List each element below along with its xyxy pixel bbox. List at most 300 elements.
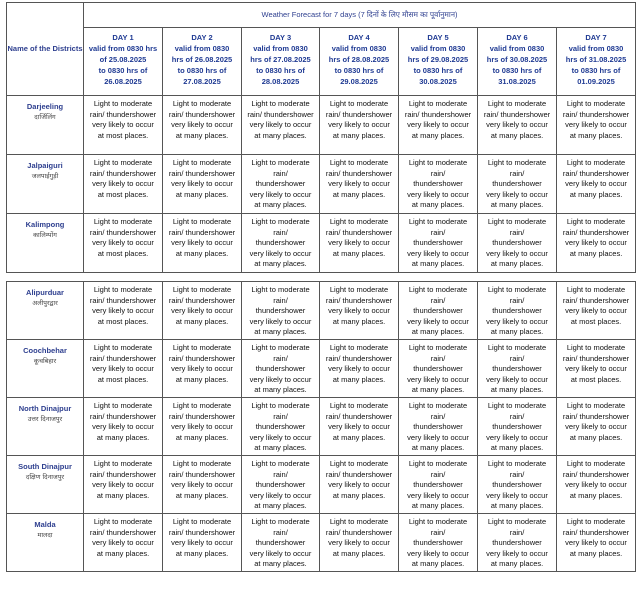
forecast-line: at many places. (490, 130, 544, 140)
forecast-line: Light to moderate (251, 517, 310, 526)
forecast-line: rain/ (430, 469, 446, 479)
forecast-cell-day-2 (163, 214, 242, 273)
forecast-line: at many places. (490, 259, 544, 268)
forecast-line: very likely to occur (407, 189, 469, 199)
forecast-line: Light to moderate (172, 158, 232, 167)
day-header-1 (84, 28, 163, 96)
forecast-line: very likely to occur (171, 238, 233, 247)
forecast-line: at many places. (254, 443, 307, 452)
forecast-line: rain/ thundershower (89, 469, 157, 479)
forecast-line: at many places. (490, 385, 544, 394)
forecast-line: at most places. (97, 130, 149, 140)
forecast-line: at many places. (490, 327, 544, 336)
forecast-line: Light to moderate (251, 401, 310, 410)
forecast-cell-day-3 (242, 214, 320, 273)
forecast-cell-day-4 (320, 155, 399, 214)
forecast-line: at many places. (254, 559, 307, 568)
forecast-line: at many places. (332, 316, 386, 326)
day-header-line: to 0830 hrs of (334, 66, 384, 75)
forecast-cell-day-6 (478, 96, 557, 155)
forecast-line: Light to moderate (251, 343, 310, 352)
day-header-line: valid from 0830 (174, 44, 230, 53)
forecast-line: very likely to occur (565, 364, 627, 373)
forecast-line: very likely to occur (249, 374, 312, 384)
forecast-cell-day-3 (242, 514, 320, 572)
forecast-line: Light to moderate (172, 99, 232, 108)
forecast-cell-day-1 (84, 96, 163, 155)
forecast-line: rain/ thundershower (562, 295, 630, 305)
forecast-cell-day-7 (557, 282, 636, 340)
district-name-header: Name of the Districts (7, 3, 84, 96)
forecast-line: at many places. (569, 248, 623, 258)
forecast-line: at many places. (254, 259, 307, 268)
day-header-line: DAY 6 (506, 33, 528, 42)
forecast-line: very likely to occur (328, 179, 390, 188)
forecast-line: rain/ thundershower (562, 469, 630, 479)
forecast-line: Light to moderate (93, 285, 153, 294)
table-gap (6, 273, 635, 281)
forecast-cell-day-1 (84, 282, 163, 340)
forecast-line: very likely to occur (92, 422, 154, 431)
forecast-line: rain/ thundershower (325, 411, 393, 421)
forecast-line: at many places. (96, 432, 150, 442)
forecast-line: Light to moderate (566, 217, 626, 226)
forecast-line: very likely to occur (565, 120, 627, 129)
forecast-line: rain/ thundershower (404, 109, 472, 119)
forecast-line: very likely to occur (171, 364, 233, 373)
district-row (7, 282, 636, 340)
forecast-line: at most places. (570, 374, 622, 384)
district-name-cell (7, 96, 84, 155)
forecast-line: at many places. (411, 559, 465, 568)
forecast-line: rain/ thundershower (483, 109, 551, 119)
district-name-en: Alipurduar (26, 288, 64, 297)
forecast-line: Light to moderate (329, 158, 389, 167)
forecast-line: at most places. (97, 316, 149, 326)
forecast-cell-day-4 (320, 282, 399, 340)
forecast-line: rain/ thundershower (325, 109, 393, 119)
forecast-cell-day-6 (478, 155, 557, 214)
forecast-line: Light to moderate (487, 343, 547, 352)
forecast-cell-day-4 (320, 340, 399, 398)
forecast-line: thundershower (255, 422, 306, 431)
forecast-line: thundershower (492, 238, 542, 247)
forecast-line: Light to moderate (93, 343, 153, 352)
forecast-line: at most places. (97, 374, 149, 384)
district-name-en: Coochbehar (23, 346, 67, 355)
forecast-line: at many places. (332, 432, 386, 442)
day-header-line: valid from 0830 (568, 44, 624, 53)
forecast-line: at many places. (332, 548, 386, 558)
forecast-line: Light to moderate (329, 217, 389, 226)
bottom-district-rows (7, 282, 636, 572)
forecast-line: rain/ (430, 295, 446, 305)
forecast-cell-day-5 (399, 214, 478, 273)
day-header-3 (242, 28, 320, 96)
day-header-line: 27.08.2025 (183, 77, 221, 86)
forecast-line: at many places. (411, 501, 465, 510)
forecast-cell-day-7 (557, 514, 636, 572)
forecast-line: rain/ thundershower (562, 411, 630, 421)
forecast-line: rain/ thundershower (89, 168, 157, 178)
forecast-line: Light to moderate (251, 217, 310, 226)
forecast-line: rain/ (273, 469, 288, 479)
forecast-line: at many places. (332, 189, 386, 199)
forecast-line: Light to moderate (487, 459, 547, 468)
forecast-line: at many places. (411, 443, 465, 452)
forecast-cell-day-3 (242, 155, 320, 214)
forecast-line: at most places. (570, 316, 622, 326)
forecast-line: rain/ (430, 527, 446, 537)
day-header-line: DAY 7 (585, 33, 607, 42)
day-header-line: to 0830 hrs of (413, 66, 463, 75)
forecast-line: Light to moderate (408, 158, 468, 167)
forecast-line: very likely to occur (407, 432, 469, 442)
forecast-line: thundershower (413, 179, 463, 188)
forecast-line: Light to moderate (408, 401, 468, 410)
forecast-line: rain/ thundershower (325, 168, 393, 178)
forecast-line: very likely to occur (249, 248, 312, 258)
district-row (7, 340, 636, 398)
forecast-line: Light to moderate (93, 517, 153, 526)
forecast-cell-day-3 (242, 282, 320, 340)
forecast-line: Light to moderate (172, 285, 232, 294)
forecast-line: at many places. (175, 374, 229, 384)
forecast-title: Weather Forecast for 7 days (7 दिनों के लिए मौसम का पूर्वानुमान) (84, 3, 636, 28)
forecast-line: Light to moderate (251, 459, 310, 468)
forecast-line: very likely to occur (407, 120, 469, 129)
forecast-table-bottom (6, 281, 636, 572)
forecast-line: rain/ (273, 295, 288, 305)
district-name-en: South Dinajpur (18, 462, 72, 471)
day-header-line: 29.08.2025 (340, 77, 378, 86)
forecast-cell-day-7 (557, 155, 636, 214)
forecast-line: very likely to occur (171, 306, 233, 315)
forecast-line: rain/ thundershower (168, 353, 236, 363)
forecast-cell-day-5 (399, 282, 478, 340)
forecast-cell-day-7 (557, 96, 636, 155)
forecast-line: very likely to occur (486, 189, 548, 199)
day-header-line: 28.08.2025 (261, 77, 300, 86)
day-header-line: 31.08.2025 (498, 77, 536, 86)
forecast-cell-day-1 (84, 214, 163, 273)
district-name-cell (7, 514, 84, 572)
forecast-line: at most places. (97, 189, 149, 199)
forecast-line: rain/ thundershower (89, 109, 157, 119)
forecast-cell-day-5 (399, 456, 478, 514)
forecast-line: rain/ thundershower (168, 109, 236, 119)
forecast-line: very likely to occur (407, 316, 469, 326)
forecast-line: Light to moderate (251, 158, 310, 167)
forecast-line: rain/ (273, 227, 288, 237)
forecast-line: at many places. (569, 130, 623, 140)
district-name-en: Jalpaiguri (27, 161, 63, 170)
day-header-line: hrs of 29.08.2025 (407, 55, 469, 64)
forecast-line: very likely to occur (171, 538, 233, 547)
forecast-line: very likely to occur (249, 490, 312, 500)
forecast-line: rain/ thundershower (562, 168, 630, 178)
day-header-2 (163, 28, 242, 96)
district-row (7, 214, 636, 273)
top-district-rows (7, 96, 636, 273)
forecast-line: very likely to occur (565, 422, 627, 431)
forecast-cell-day-6 (478, 398, 557, 456)
forecast-line: Light to moderate (251, 285, 310, 294)
forecast-line: Light to moderate (329, 401, 389, 410)
forecast-cell-day-6 (478, 214, 557, 273)
district-name-en: Kalimpong (25, 220, 65, 229)
forecast-line: rain/ (509, 295, 525, 305)
forecast-line: at many places. (175, 189, 229, 199)
forecast-line: very likely to occur (328, 306, 390, 315)
forecast-cell-day-3 (242, 456, 320, 514)
day-header-line: to 0830 hrs of (571, 66, 621, 75)
forecast-line: rain/ thundershower (168, 527, 236, 537)
forecast-line: rain/ (509, 527, 525, 537)
forecast-line: rain/ thundershower (325, 469, 393, 479)
forecast-line: Light to moderate (566, 343, 626, 352)
forecast-line: very likely to occur (565, 179, 627, 188)
forecast-line: Light to moderate (251, 99, 310, 108)
district-name-en: North Dinajpur (18, 404, 72, 413)
day-header-line: valid from 0830 (410, 44, 466, 53)
forecast-cell-day-7 (557, 214, 636, 273)
forecast-line: very likely to occur (328, 238, 390, 247)
forecast-line: Light to moderate (408, 459, 468, 468)
forecast-line: at many places. (175, 432, 229, 442)
forecast-line: rain/ (509, 227, 525, 237)
forecast-line: at many places. (96, 490, 150, 500)
forecast-line: Light to moderate (329, 517, 389, 526)
forecast-line: very likely to occur (565, 238, 627, 247)
forecast-line: at many places. (332, 374, 386, 384)
forecast-line: at many places. (254, 130, 307, 140)
district-row (7, 456, 636, 514)
forecast-line: rain/ thundershower (325, 227, 393, 237)
day-header-line: of 25.08.2025 (99, 55, 147, 64)
forecast-line: rain/ (430, 227, 446, 237)
day-header-line: hrs of 31.08.2025 (565, 55, 627, 64)
district-name-hi: उत्तर दिनाजपुर (27, 415, 63, 423)
forecast-line: thundershower (492, 480, 542, 489)
day-header-line: valid from 0830 (489, 44, 545, 53)
forecast-cell-day-6 (478, 340, 557, 398)
district-name-cell (7, 155, 84, 214)
forecast-line: at many places. (569, 432, 623, 442)
district-row (7, 514, 636, 572)
forecast-line: rain/ thundershower (168, 168, 236, 178)
forecast-line: thundershower (413, 238, 463, 247)
day-header-line: hrs of 27.08.2025 (250, 55, 311, 64)
forecast-line: at many places. (175, 130, 229, 140)
forecast-line: very likely to occur (486, 248, 548, 258)
district-name-hi: दार्जिलिंग (34, 113, 56, 121)
forecast-line: rain/ thundershower (562, 227, 630, 237)
forecast-cell-day-5 (399, 340, 478, 398)
forecast-cell-day-4 (320, 456, 399, 514)
forecast-line: thundershower (413, 364, 463, 373)
forecast-line: Light to moderate (408, 343, 468, 352)
forecast-line: Light to moderate (93, 401, 153, 410)
day-header-line: to 0830 hrs of (98, 66, 148, 75)
forecast-line: rain/ thundershower (562, 353, 630, 363)
forecast-sheet (6, 2, 635, 572)
forecast-line: at many places. (175, 490, 229, 500)
forecast-line: very likely to occur (486, 316, 548, 326)
forecast-line: Light to moderate (408, 217, 468, 226)
forecast-cell-day-4 (320, 398, 399, 456)
day-header-6 (478, 28, 557, 96)
forecast-line: at many places. (411, 200, 465, 209)
forecast-line: thundershower (255, 538, 306, 547)
district-row (7, 398, 636, 456)
forecast-line: Light to moderate (487, 517, 547, 526)
forecast-line: at many places. (411, 385, 465, 394)
day-header-line: 26.08.2025 (104, 77, 142, 86)
district-name-cell (7, 398, 84, 456)
forecast-line: at many places. (411, 259, 465, 268)
forecast-cell-day-1 (84, 155, 163, 214)
forecast-line: rain/ thundershower (562, 527, 630, 537)
forecast-line: at many places. (569, 490, 623, 500)
forecast-line: rain/ thundershower (168, 469, 236, 479)
forecast-cell-day-2 (163, 282, 242, 340)
forecast-line: very likely to occur (249, 189, 312, 199)
forecast-line: thundershower (492, 306, 542, 315)
forecast-line: Light to moderate (566, 517, 626, 526)
forecast-line: rain/ thundershower (89, 411, 157, 421)
forecast-line: thundershower (413, 422, 463, 431)
forecast-line: rain/ (509, 411, 525, 421)
forecast-line: very likely to occur (171, 120, 233, 129)
forecast-line: rain/ (430, 353, 446, 363)
forecast-line: thundershower (255, 364, 306, 373)
forecast-line: Light to moderate (329, 459, 389, 468)
forecast-line: thundershower (413, 538, 463, 547)
forecast-line: very likely to occur (328, 538, 390, 547)
forecast-line: rain/ (273, 353, 288, 363)
forecast-line: Light to moderate (487, 158, 547, 167)
forecast-line: very likely to occur (249, 120, 312, 129)
day-header-line: valid from 0830 (253, 44, 308, 53)
forecast-line: Light to moderate (487, 401, 547, 410)
forecast-line: at many places. (254, 385, 307, 394)
forecast-line: rain/ thundershower (325, 527, 393, 537)
forecast-line: very likely to occur (565, 538, 627, 547)
forecast-line: Light to moderate (329, 99, 389, 108)
forecast-line: at many places. (175, 548, 229, 558)
forecast-line: Light to moderate (566, 158, 626, 167)
forecast-line: very likely to occur (407, 548, 469, 558)
forecast-line: Light to moderate (172, 401, 232, 410)
forecast-line: rain/ (273, 527, 288, 537)
forecast-cell-day-2 (163, 155, 242, 214)
forecast-line: thundershower (492, 364, 542, 373)
forecast-line: very likely to occur (407, 374, 469, 384)
district-row (7, 155, 636, 214)
forecast-line: very likely to occur (486, 548, 548, 558)
forecast-line: at many places. (254, 501, 307, 510)
forecast-line: Light to moderate (172, 343, 232, 352)
forecast-cell-day-6 (478, 456, 557, 514)
district-name-hi: जलपाईगुड़ी (31, 172, 59, 180)
day-header-line: valid from 0830 hrs (88, 44, 158, 53)
forecast-line: Light to moderate (566, 285, 626, 294)
forecast-line: at most places. (97, 248, 149, 258)
forecast-line: Light to moderate (566, 401, 626, 410)
forecast-line: rain/ (509, 353, 525, 363)
forecast-line: Light to moderate (93, 99, 153, 108)
forecast-line: Light to moderate (487, 99, 547, 108)
district-name-hi: दक्षिण दिनाजपुर (25, 473, 65, 481)
forecast-cell-day-5 (399, 514, 478, 572)
day-header-line: hrs of 26.08.2025 (171, 55, 233, 64)
forecast-line: very likely to occur (92, 480, 154, 489)
forecast-line: rain/ (273, 168, 288, 178)
forecast-line: at many places. (175, 248, 229, 258)
forecast-cell-day-5 (399, 96, 478, 155)
district-name-hi: कूचबिहार (33, 357, 57, 365)
forecast-line: Light to moderate (408, 285, 468, 294)
forecast-cell-day-1 (84, 514, 163, 572)
forecast-line: thundershower (413, 480, 463, 489)
forecast-line: Light to moderate (93, 158, 153, 167)
forecast-line: Light to moderate (93, 459, 153, 468)
forecast-cell-day-3 (242, 398, 320, 456)
forecast-cell-day-7 (557, 398, 636, 456)
forecast-line: very likely to occur (92, 538, 154, 547)
forecast-line: very likely to occur (565, 480, 627, 489)
forecast-line: rain/ thundershower (168, 411, 236, 421)
district-name-cell (7, 456, 84, 514)
district-name-cell (7, 340, 84, 398)
forecast-cell-day-1 (84, 340, 163, 398)
forecast-line: rain/ thundershower (89, 227, 157, 237)
forecast-cell-day-1 (84, 456, 163, 514)
forecast-cell-day-3 (242, 96, 320, 155)
forecast-line: thundershower (255, 306, 306, 315)
forecast-line: Light to moderate (93, 217, 153, 226)
forecast-cell-day-4 (320, 214, 399, 273)
forecast-line: thundershower (255, 480, 306, 489)
forecast-cell-day-2 (163, 398, 242, 456)
forecast-line: at many places. (332, 248, 386, 258)
forecast-line: at many places. (490, 501, 544, 510)
forecast-line: Light to moderate (329, 343, 389, 352)
forecast-line: at many places. (411, 130, 465, 140)
forecast-line: Light to moderate (566, 99, 626, 108)
forecast-cell-day-3 (242, 340, 320, 398)
forecast-cell-day-5 (399, 398, 478, 456)
forecast-line: rain/ (430, 411, 446, 421)
day-header-line: hrs of 28.08.2025 (328, 55, 390, 64)
district-name-hi: अलीपुरद्वार (32, 299, 58, 307)
forecast-line: rain/ thundershower (562, 109, 630, 119)
forecast-line: very likely to occur (328, 480, 390, 489)
forecast-line: at many places. (490, 443, 544, 452)
forecast-line: thundershower (413, 306, 463, 315)
forecast-cell-day-2 (163, 96, 242, 155)
district-name-hi: कालिम्पोंग (33, 231, 57, 239)
forecast-line: very likely to occur (328, 120, 390, 129)
forecast-line: very likely to occur (407, 490, 469, 500)
day-header-4 (320, 28, 399, 96)
day-header-line: DAY 5 (427, 33, 449, 42)
forecast-line: rain/ thundershower (247, 109, 314, 119)
forecast-line: very likely to occur (407, 248, 469, 258)
forecast-cell-day-4 (320, 514, 399, 572)
day-header-line: to 0830 hrs of (256, 66, 305, 75)
